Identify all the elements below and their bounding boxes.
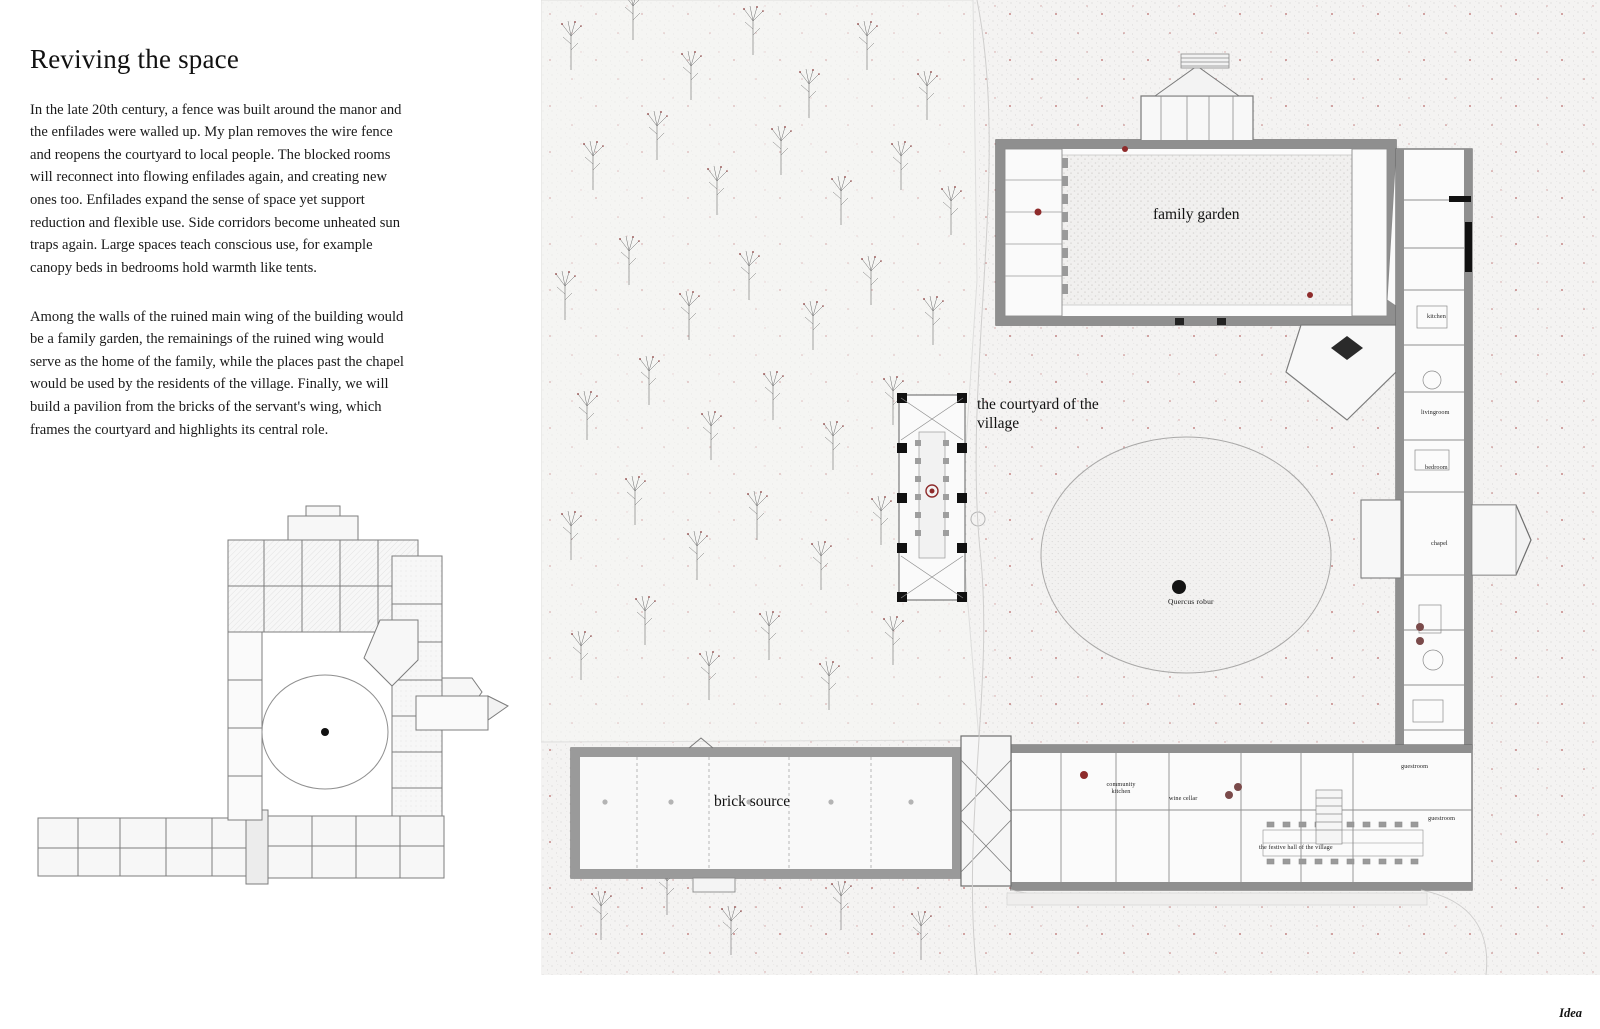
site-plan-drawing: [541, 0, 1600, 975]
footer-caption: Idea: [1559, 1006, 1582, 1020]
label-family-garden: family garden: [1153, 206, 1240, 223]
room-label-bedroom: bedroom: [1425, 464, 1448, 471]
room-label-festive-hall: the festive hall of the village: [1259, 844, 1333, 851]
key-plan-drawing: [20, 500, 520, 910]
label-courtyard: the courtyard of the village: [977, 396, 1099, 432]
room-label-guestroom-2: guestroom: [1428, 815, 1456, 822]
room-label-chapel: chapel: [1431, 540, 1448, 547]
room-label-kitchen: kitchen: [1427, 313, 1446, 320]
label-brick-source: brick source: [714, 793, 791, 810]
page-title: Reviving the space: [30, 44, 240, 75]
text-column: [0, 0, 540, 1029]
label-quercus-robur: Quercus robur: [1168, 597, 1214, 606]
intro-paragraph: In the late 20th century, a fence was built around the manor and the enfilades were walled up. My plan removes the wire fence and reopens the courtyard to local people. The blocked rooms will reconnect into flowing enfilades again, and creating new ones too. Enfilades expand the sense of space yet support reduction and flexible use. Side corridors become unheated sun traps again. Large spaces teach conscious use, for example canopy beds in bedrooms hold warmth like tents.: [30, 101, 402, 276]
plan-description-paragraph: Among the walls of the ruined main wing of the building would be a family garden, the remainings of the ruined wing would serve as the home of the family, while the places past the chapel would be used by the residents of the village. Finally, we will build a pavilion from the bricks of the servant's wing, which frames the courtyard and highlights its central role.: [30, 308, 404, 438]
room-label-guestroom-1: guestroom: [1401, 763, 1429, 770]
room-label-livingroom: livingroom: [1421, 409, 1450, 416]
room-label-wine-cellar: wine cellar: [1169, 795, 1198, 802]
room-label-community-kitchen: community kitchen: [1106, 781, 1136, 795]
